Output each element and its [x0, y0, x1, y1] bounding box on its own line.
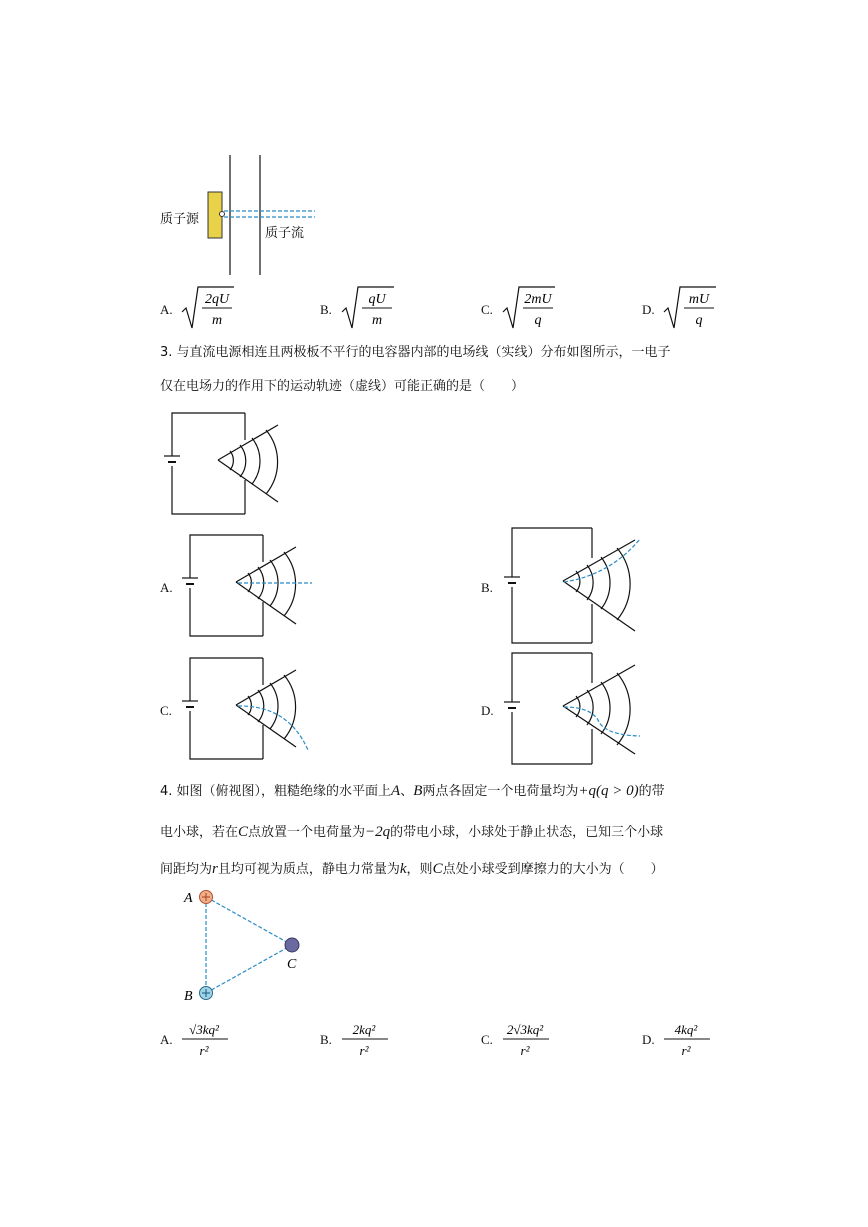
label-b: B	[184, 989, 193, 1004]
q2-option-denominator: q	[534, 313, 542, 328]
field-line-3	[252, 438, 260, 484]
proton-source-label: 质子源	[160, 212, 200, 227]
q3-line-1: 3. 与直流电源相连且两极板不平行的电容器内部的电场线（实线）分布如图所示，一电子	[160, 345, 671, 360]
trajectory-c	[238, 706, 308, 750]
q4-option-numerator: 2√3kq²	[506, 1022, 544, 1037]
charge-a-ball	[200, 891, 213, 904]
q4-option-denominator: r²	[681, 1043, 691, 1058]
q2-option-a-label[interactable]: A.	[160, 302, 173, 317]
trajectory-b	[564, 539, 640, 582]
q4-option-a-label[interactable]: A.	[160, 1032, 173, 1047]
q3-line-2: 仅在电场力的作用下的运动轨迹（虚线）可能正确的是（ ）	[160, 379, 525, 394]
q4-option-numerator: 4kq²	[674, 1022, 698, 1037]
q4-option-d-fraction[interactable]	[662, 1018, 726, 1060]
q4-option-denominator: r²	[520, 1043, 530, 1058]
q3-option-d-label[interactable]: D.	[481, 703, 494, 718]
q3-option-a-label[interactable]: A.	[160, 580, 173, 595]
q2-option-numerator: 2mU	[524, 292, 552, 307]
q3-option-b-label[interactable]: B.	[481, 580, 493, 595]
q2-option-b-radical[interactable]	[340, 284, 396, 330]
q3-option-b-figure[interactable]	[500, 525, 650, 647]
proton-stream-label: 质子流	[265, 226, 305, 241]
q4-option-c-label[interactable]: C.	[481, 1032, 493, 1047]
q2-option-numerator: mU	[688, 292, 710, 307]
q4-option-a-fraction[interactable]	[180, 1018, 244, 1060]
q3-option-c-figure[interactable]	[178, 655, 318, 765]
q4-option-numerator: 2kq²	[352, 1022, 376, 1037]
q3-option-d-figure[interactable]	[500, 650, 650, 768]
field-line-4	[266, 430, 278, 494]
side-ac	[206, 897, 292, 945]
plate-lower	[218, 460, 278, 502]
field-line-2	[240, 445, 246, 477]
q2-option-numerator: qU	[368, 292, 386, 307]
field-line-1	[230, 451, 233, 470]
q4-option-denominator: r²	[359, 1043, 369, 1058]
q2-option-c-radical[interactable]	[501, 284, 557, 330]
q2-option-a-radical[interactable]	[180, 284, 236, 330]
q2-option-d-label[interactable]: D.	[642, 302, 655, 317]
q3-option-c-label[interactable]: C.	[160, 703, 172, 718]
plate-upper	[218, 425, 278, 460]
charge-triangle-figure	[175, 882, 315, 1007]
q2-option-denominator: m	[211, 313, 223, 328]
q4-line-1: 4. 如图（俯视图），粗糙绝缘的水平面上A、B两点各固定一个电荷量均为+q(q > 0)的带	[160, 783, 665, 799]
q2-option-c-label[interactable]: C.	[481, 302, 493, 317]
side-bc	[206, 945, 292, 993]
charge-c-ball	[285, 938, 299, 952]
q4-option-numerator: √3kq²	[189, 1022, 219, 1037]
label-a: A	[184, 891, 193, 906]
q4-option-b-fraction[interactable]	[340, 1018, 404, 1060]
q4-option-denominator: r²	[199, 1043, 209, 1058]
q3-option-a-figure[interactable]	[178, 532, 318, 642]
q2-option-d-radical[interactable]	[662, 284, 718, 330]
q4-line-3: 间距均为r且均可视为质点，静电力常量为k，则C点处小球受到摩擦力的大小为（ ）	[160, 861, 664, 877]
q4-option-b-label[interactable]: B.	[320, 1032, 332, 1047]
q4-line-2: 电小球，若在C点放置一个电荷量为−2q的带电小球，小球处于静止状态，已知三个小球	[160, 824, 664, 840]
q2-option-denominator: m	[371, 313, 383, 328]
q2-option-b-label[interactable]: B.	[320, 302, 332, 317]
label-c: C	[287, 957, 297, 972]
q2-option-numerator: 2qU	[204, 292, 230, 307]
q2-option-denominator: q	[695, 313, 703, 328]
q4-option-c-fraction[interactable]	[501, 1018, 565, 1060]
q4-option-d-label[interactable]: D.	[642, 1032, 655, 1047]
charge-b-ball	[200, 987, 213, 1000]
capacitor-field-figure	[160, 410, 300, 520]
